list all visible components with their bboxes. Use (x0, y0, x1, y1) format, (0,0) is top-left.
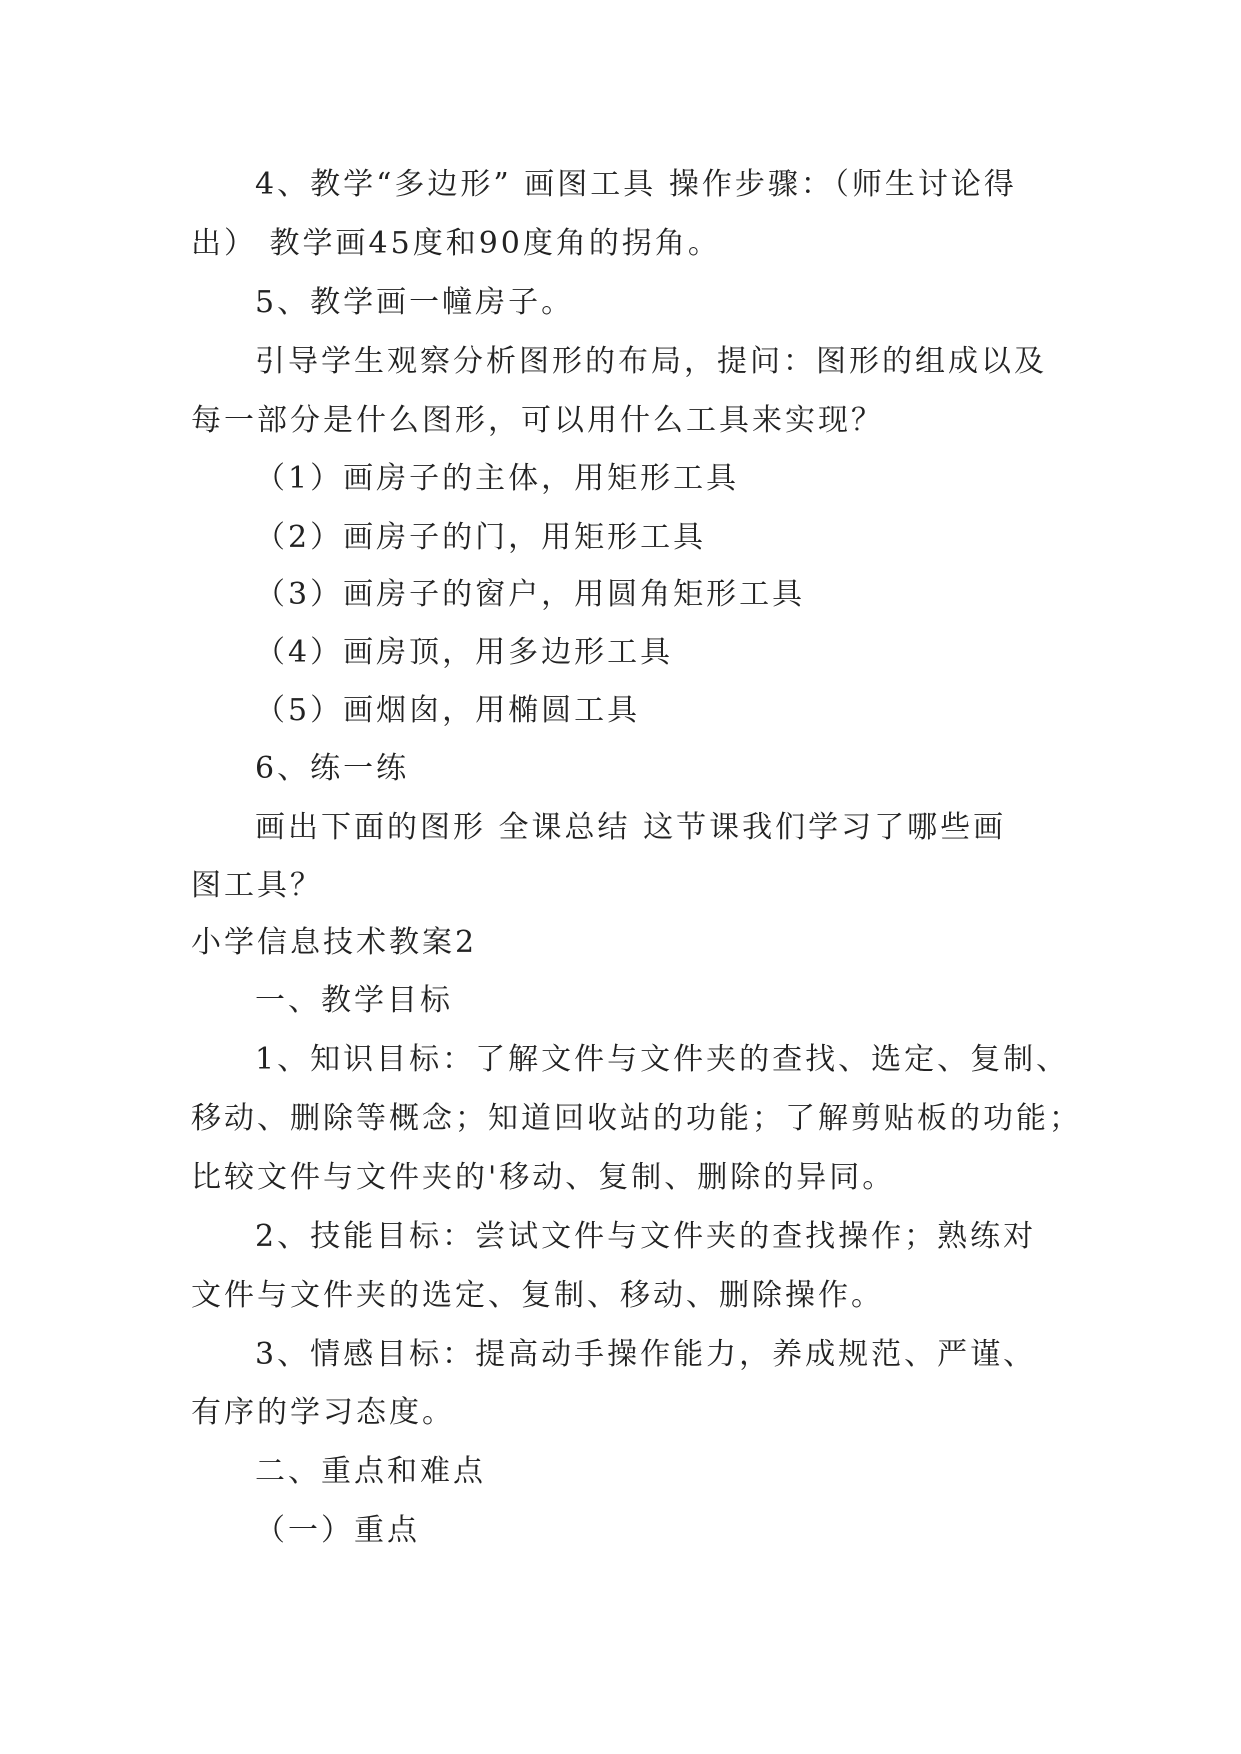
paragraph-line: 移动、删除等概念；知道回收站的功能；了解剪贴板的功能； (191, 1101, 1082, 1136)
paragraph-line: 2、技能目标：尝试文件与文件夹的查找操作；熟练对 (255, 1219, 1037, 1254)
paragraph-line: 画出下面的图形 全课总结 这节课我们学习了哪些画 (255, 810, 1007, 845)
paragraph-line: 1、知识目标：了解文件与文件夹的查找、选定、复制、 (255, 1042, 1070, 1077)
paragraph-line: 每一部分是什么图形，可以用什么工具来实现？ (191, 403, 884, 438)
paragraph-line: 比较文件与文件夹的'移动、复制、删除的异同。 (191, 1160, 896, 1195)
section-heading: 一、教学目标 (255, 983, 453, 1018)
paragraph-line: 6、练一练 (255, 751, 410, 786)
list-item: （5）画烟囱，用椭圆工具 (255, 693, 641, 728)
section-heading: 二、重点和难点 (255, 1454, 486, 1489)
paragraph-line: 有序的学习态度。 (191, 1395, 455, 1430)
list-item: （2）画房子的门，用矩形工具 (255, 520, 707, 555)
list-item: （1）画房子的主体，用矩形工具 (255, 461, 740, 496)
list-item: （4）画房顶，用多边形工具 (255, 635, 674, 670)
list-item: （3）画房子的窗户，用圆角矩形工具 (255, 577, 806, 612)
paragraph-line: 4、教学“多边形” 画图工具 操作步骤：（师生讨论得 (255, 167, 1017, 202)
paragraph-line: 5、教学画一幢房子。 (255, 285, 575, 320)
sub-heading: （一）重点 (255, 1513, 420, 1548)
paragraph-line: 文件与文件夹的选定、复制、移动、删除操作。 (191, 1278, 884, 1313)
paragraph-line: 出） 教学画45度和90度角的拐角。 (191, 226, 721, 261)
section-title: 小学信息技术教案2 (191, 925, 478, 960)
paragraph-line: 3、情感目标：提高动手操作能力，养成规范、严谨、 (255, 1337, 1037, 1372)
paragraph-line: 引导学生观察分析图形的布局，提问：图形的组成以及 (255, 344, 1047, 379)
paragraph-line: 图工具？ (191, 868, 323, 903)
